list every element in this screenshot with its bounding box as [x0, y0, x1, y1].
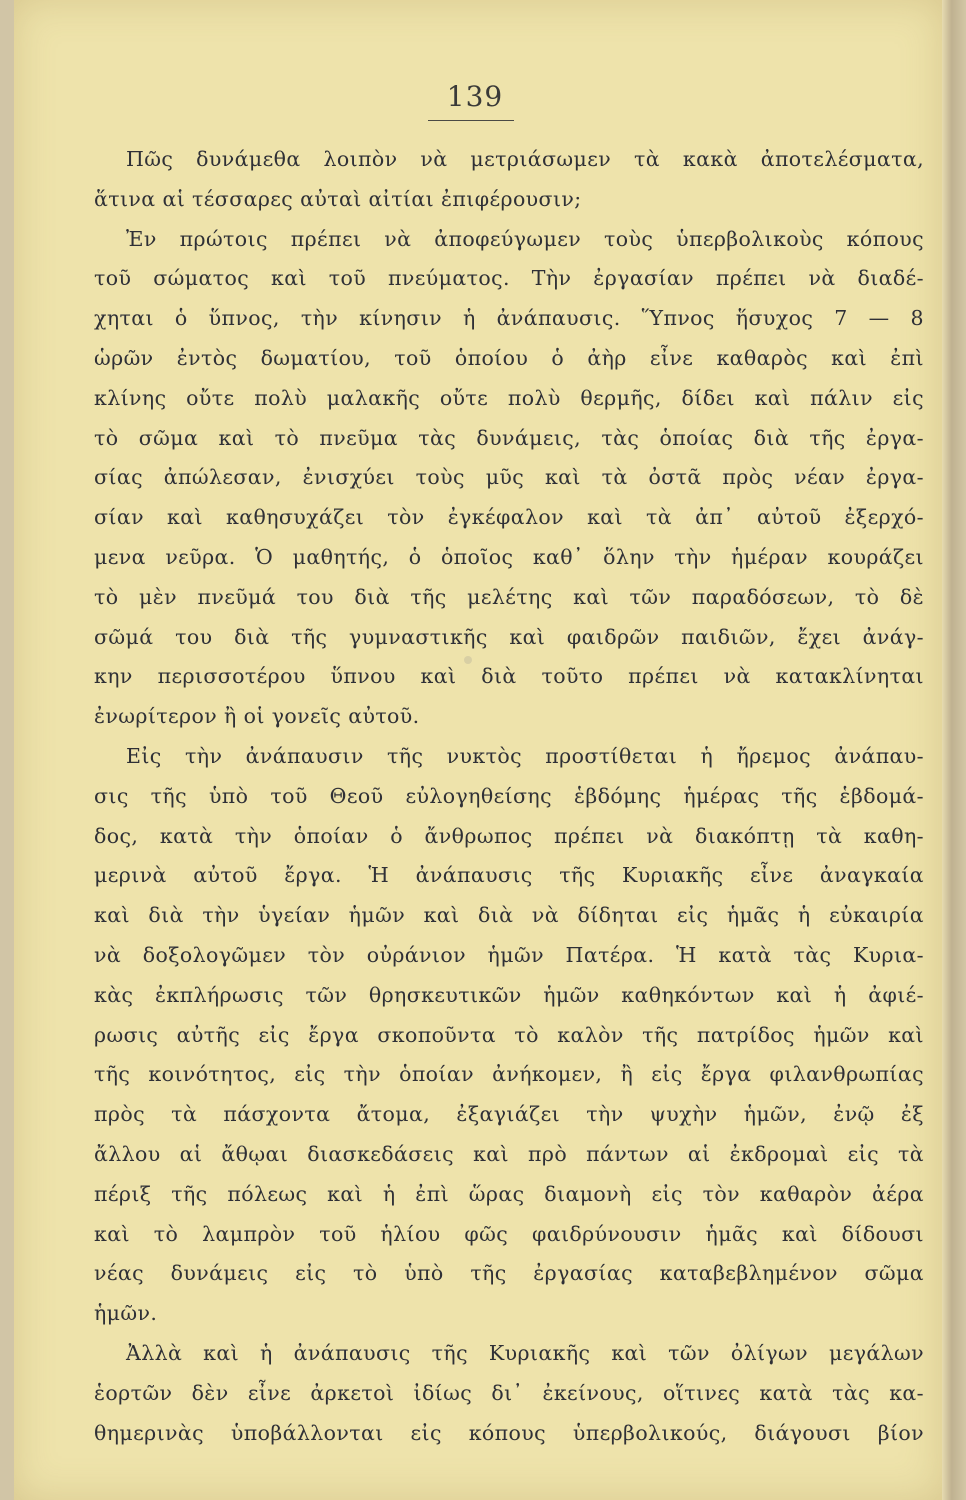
- text-line: Εἰς τὴν ἀνάπαυσιν τῆς νυκτὸς προστίθεται ἡ ἤρεμος ἀνάπαυ-: [126, 743, 924, 768]
- text-line: κλίνης οὔτε πολὺ μαλακῆς οὔτε πολὺ θερμῆς, δίδει καὶ πάλιν εἰς: [94, 385, 924, 410]
- text-line: σις τῆς ὑπὸ τοῦ Θεοῦ εὐλογηθείσης ἑβδόμης ἡμέρας τῆς ἑβδομά-: [94, 783, 924, 808]
- text-line: δος, κατὰ τὴν ὁποίαν ὁ ἄνθρωπος πρέπει νὰ διακόπτῃ τὰ καθη-: [94, 823, 924, 848]
- text-line: Ἀλλὰ καὶ ἡ ἀνάπαυσις τῆς Κυριακῆς καὶ τῶν ὀλίγων μεγάλων: [126, 1340, 924, 1365]
- text-line: ἅτινα αἱ τέσσαρες αὐταὶ αἰτίαι ἐπιφέρουσιν;: [94, 186, 582, 211]
- text-line: Πῶς δυνάμεθα λοιπὸν νὰ μετριάσωμεν τὰ κακὰ ἀποτελέσματα,: [126, 147, 924, 171]
- text-line: τοῦ σώματος καὶ τοῦ πνεύματος. Τὴν ἐργασίαν πρέπει νὰ διαδέ-: [94, 266, 924, 291]
- text-line: καὶ τὸ λαμπρὸν τοῦ ἡλίου φῶς φαιδρύνουσιν ἡμᾶς καὶ δίδουσι: [94, 1221, 924, 1246]
- text-line: μενα νεῦρα. Ὁ μαθητής, ὁ ὁποῖος καθ᾽ ὅλην τὴν ἡμέραν κουράζει: [94, 544, 924, 569]
- text-line: ρωσις αὐτῆς εἰς ἔργα σκοποῦντα τὸ καλὸν τῆς πατρίδος ἡμῶν καὶ: [94, 1022, 924, 1047]
- book-page: [14, 0, 942, 1500]
- text-line: ἡμῶν.: [94, 1301, 158, 1326]
- body-text: [94, 140, 924, 1453]
- text-line: τὸ σῶμα καὶ τὸ πνεῦμα τὰς δυνάμεις, τὰς ὁποίας διὰ τῆς ἐργα-: [94, 425, 924, 450]
- page-number-rule: [428, 120, 514, 121]
- text-line: μερινὰ αὐτοῦ ἔργα. Ἡ ἀνάπαυσις τῆς Κυριακῆς εἶνε ἀναγκαία: [94, 863, 924, 888]
- text-line: κὰς ἐκπλήρωσις τῶν θρησκευτικῶν ἡμῶν καθηκόντων καὶ ἡ ἀφιέ-: [94, 982, 924, 1007]
- text-line: πέριξ τῆς πόλεως καὶ ἡ ἐπὶ ὥρας διαμονὴ εἰς τὸν καθαρὸν ἀέρα: [94, 1181, 924, 1206]
- text-line: νὰ δοξολογῶμεν τὸν οὐράνιον ἡμῶν Πατέρα. Ἡ κατὰ τὰς Κυρια-: [94, 942, 924, 967]
- text-line: σίαν καὶ καθησυχάζει τὸν ἐγκέφαλον καὶ τὰ ἀπ᾽ αὐτοῦ ἐξερχό-: [94, 505, 924, 530]
- text-line: ὡρῶν ἐντὸς δωματίου, τοῦ ὁποίου ὁ ἀὴρ εἶνε καθαρὸς καὶ ἐπὶ: [94, 345, 924, 370]
- text-line: κην περισσοτέρου ὕπνου καὶ διὰ τοῦτο πρέπει νὰ κατακλίνηται: [94, 664, 924, 689]
- text-line: χηται ὁ ὕπνος, τὴν κίνησιν ἡ ἀνάπαυσις. Ὕπνος ἥσυχος 7 — 8: [94, 306, 924, 331]
- text-line: ἐνωρίτερον ἢ οἱ γονεῖς αὐτοῦ.: [94, 704, 420, 729]
- text-line: σίας ἀπώλεσαν, ἐνισχύει τοὺς μῦς καὶ τὰ ὀστᾶ πρὸς νέαν ἐργα-: [94, 465, 924, 490]
- text-line: σῶμά του διὰ τῆς γυμναστικῆς καὶ φαιδρῶν παιδιῶν, ἔχει ἀνάγ-: [94, 624, 924, 649]
- text-line: ἄλλου αἱ ἄθῳαι διασκεδάσεις καὶ πρὸ πάντων αἱ ἐκδρομαὶ εἰς τὰ: [94, 1141, 924, 1166]
- text-line: καὶ διὰ τὴν ὑγείαν ἡμῶν καὶ διὰ νὰ δίδηται εἰς ἡμᾶς ἡ εὐκαιρία: [94, 903, 924, 928]
- text-line: πρὸς τὰ πάσχοντα ἄτομα, ἐξαγιάζει τὴν ψυχὴν ἡμῶν, ἐνῷ ἐξ: [94, 1102, 924, 1127]
- text-line: νέας δυνάμεις εἰς τὸ ὑπὸ τῆς ἐργασίας καταβεβλημένον σῶμα: [94, 1261, 924, 1286]
- text-line: θημερινὰς ὑποβάλλονται εἰς κόπους ὑπερβολικούς, διάγουσι βίον: [94, 1420, 924, 1445]
- text-line: τὸ μὲν πνεῦμά του διὰ τῆς μελέτης καὶ τῶν παραδόσεων, τὸ δὲ: [94, 584, 924, 609]
- text-line: τῆς κοινότητος, εἰς τὴν ὁποίαν ἀνήκομεν, ἢ εἰς ἔργα φιλανθρωπίας: [94, 1062, 924, 1087]
- page-number: 139: [446, 80, 504, 113]
- page-edge-shadow: [942, 0, 966, 1500]
- text-line: ἑορτῶν δὲν εἶνε ἀρκετοὶ ἰδίως δι᾽ ἐκείνους, οἵτινες κατὰ τὰς κα-: [94, 1380, 924, 1405]
- text-line: Ἐν πρώτοις πρέπει νὰ ἀποφεύγωμεν τοὺς ὑπερβολικοὺς κόπους: [126, 226, 924, 251]
